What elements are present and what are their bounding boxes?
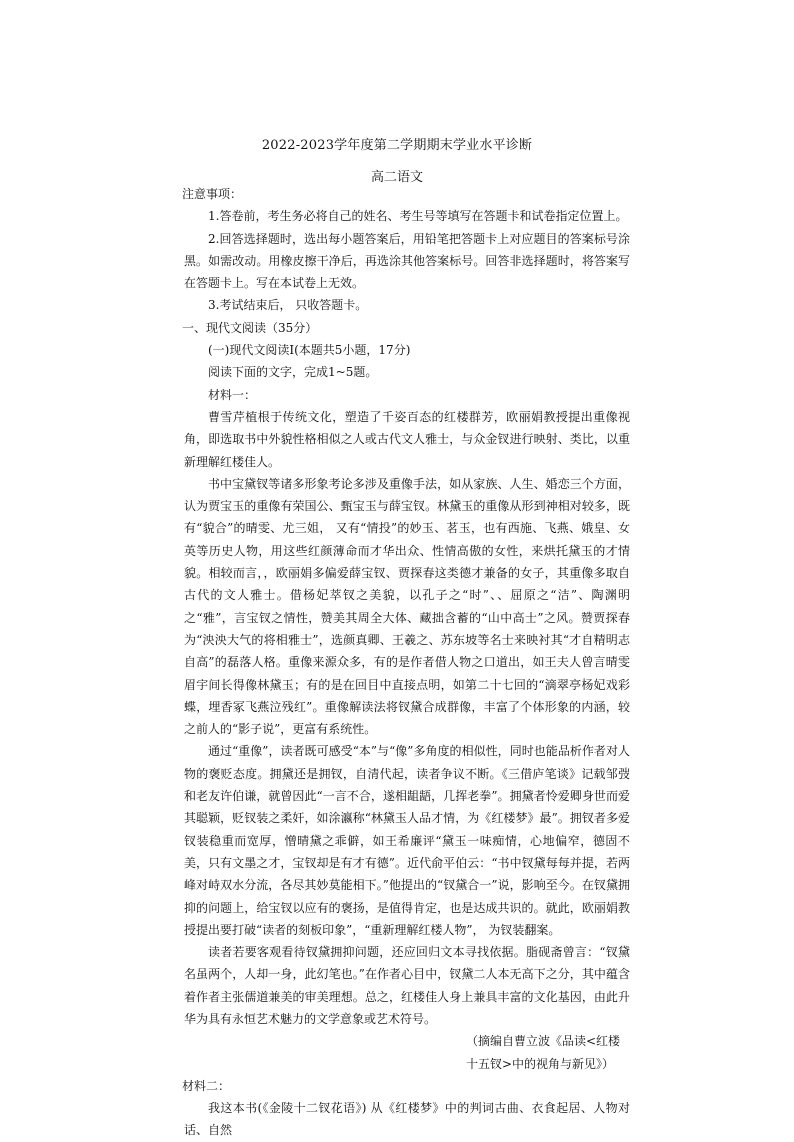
exam-subject: 高二语文 [370,170,423,185]
material-1-source: （摘编自曹立波《品读<红楼十五钗>中的视角与新见》） [466,1034,621,1071]
material-2-label: 材料二： [182,1078,231,1093]
exam-content [184,183,630,1142]
material-1-paragraph-2: 书中宝黛钗等诸多形象考论多涉及重像手法，如从家族、人生、婚恋三个方面，认为贾宝玉的重像有荣国公、甄宝玉与薛宝钗。林黛玉的重像从形到神相对较多，既有“貌合”的晴雯、尤三姐， 又有“情投”的妙玉、茗玉，也有西施、飞燕、娥皇、女英等历史人物，用这些红颜薄命而才华出众、性情高傲的女性，来烘托黛玉的才情貌。相较而言，，欧丽娟多偏爱薛宝钗、贾探春这类德才兼备的女子，其重像多取自古代的文人雅士。借杨妃萃钗之美貌，以孔子之“时”、、屈原之“洁”、陶渊明之“雅”，言宝钗之情性，赞美其周全大体、藏拙含蓄的“山中高士”之风。赞贾探春为“泱泱大气的将相雅士”，选颜真卿、王羲之、苏东坡等名士来映衬其“才自精明志自高”的磊落人格。重像来源众多，有的是作者借人物之口道出，如王夫人曾言晴雯眉宇间长得像林黛玉；有的是在回目中直接点明，如第二十七回的“滴翠亭杨妃戏彩蝶，埋香冢飞燕泣残红”。重像解读法将钗黛合成群像，丰富了个体形象的内涵，较之前人的“影子说”，更富有系统性。 [184,476,630,737]
material-1-paragraph-4: 读者若要客观看待钗黛拥抑问题，还应回归文本寻找依据。脂砚斋曾言：“钗黛名虽两个，人却一身，此幻笔也。”在作者心目中，钗黛二人本无高下之分，其中蕴含着作者主张儒道兼美的审美理想。总之，红楼佳人身上兼具丰富的文化基因，由此升华为具有永恒艺术魅力的文学意象或艺术符号。 [184,945,630,1026]
material-2-paragraph-1: 我这本书(《金陵十二钗花语》) 从《红楼梦》中的判词古曲、衣食起居、人物对话、自然 [184,1101,630,1138]
notice-item-3: 3.考试结束后， 只收答题卡。 [208,298,368,313]
material-1-label: 材料一： [208,387,257,402]
exam-title: 2022-2023学年度第二学期期末学业水平诊断 [261,138,533,153]
notice-item-1: 1.答卷前，考生务必将自己的姓名、考生号等填写在答题卡和试卷指定位置上。 [208,209,628,224]
section-heading: 一、现代文阅读（35分） [182,320,318,335]
material-1-paragraph-1: 曹雪芹植根于传统文化，塑造了千姿百态的红楼群芳，欧丽娟教授提出重像视角，即选取书中外貌性格相似之人或古代文人雅士，与众金钗进行映射、类比，以重新理解红楼佳人。 [184,409,630,469]
section-subheading: (一)现代文阅读Ⅰ(本题共5小题，17分) [208,343,411,358]
reading-instruction: 阅读下面的文字，完成1~5题。 [208,365,378,380]
notice-item-2: 2.回答选择题时，选出每小题答案后，用铅笔把答题卡上对应题目的答案标号涂黑。如需改动。用橡皮擦干净后，再选涂其他答案标号。回答非选择题时，将答案写在答题卡上。写在本试卷上无效。 [184,231,630,291]
notice-heading: 注意事项： [182,187,243,201]
material-1-paragraph-3: 通过“重像”，读者既可感受“本”与“像”多角度的相似性，同时也能品析作者对人物的褒贬态度。拥黛还是拥钗，自清代起，读者争议不断。《三借庐笔谈》记载邹弢和老友许伯谦，就曾因此“一言不合，遂相龃龉，几挥老拳”。拥黛者怜爱卿身世而爱其聪颖，贬钗装之柔奸，如涂瀛称“林黛玉人品才情，为《红楼梦》最”。拥钗者多爱钗装稳重而宽厚，憎晴黛之乖僻，如王希廉评“黛玉一味痴情，心地偏窄，德固不美，只有文墨之才，宝钗却是有才有德”。近代俞平伯云：“书中钗黛每每并提，若两峰对峙双水分流，各尽其妙莫能相下。”他提出的“钗黛合一”说，影响至今。在钗黛拥抑的问题上，给宝钗以应有的褒扬，是值得肯定，也是达成共识的。就此，欧丽娟教授提出要打破“读者的刻板印象”，“重新理解红楼人物”， 为钗装翻案。 [184,744,630,937]
